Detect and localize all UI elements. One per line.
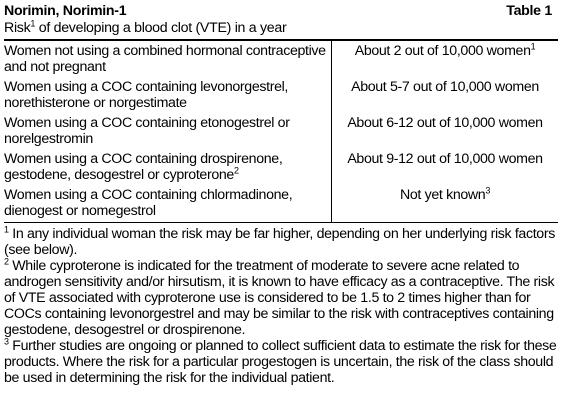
footnote-marker: 2	[233, 165, 239, 176]
table-row	[4, 150, 558, 186]
table-row	[4, 114, 558, 150]
footnote-marker: 1	[530, 41, 536, 52]
risk-value-cell: About 2 out of 10,000 women$^1$	[332, 41, 559, 78]
footnote-text: While cyproterone is indicated for the treatment of moderate to severe acne related to androgen sensitivity and/or hirsutism, it is known to have efficacy as a contraceptive. The risk of VTE associated with cyproterone use is considered to be 1.5 to 2 times higher than for COCs containing levonorgestrel and may be similar to the risk with contraceptives containing gestodene, desogestrel or drospirenone.	[4, 258, 555, 338]
footnote	[4, 258, 558, 338]
footnote	[4, 226, 558, 258]
product-title: Norimin, Norimin-1	[4, 3, 127, 19]
subtitle-footnote-marker: 1	[30, 18, 36, 29]
footnote	[4, 338, 558, 386]
footnotes	[4, 223, 558, 386]
risk-table	[4, 41, 558, 222]
subtitle-text: Risk	[4, 20, 31, 36]
category-cell: Women using a COC containing drospirenone, gestodene, desogestrel or cyproterone$^2$	[4, 151, 283, 183]
table-row	[4, 186, 558, 222]
footnote-text: Further studies are ongoing or planned to collect sufficient data to estimate the risk for these products. Where the risk for a particular progestogen is uncertain, the risk of the class should be used in determining the risk for the individual patient.	[4, 338, 557, 386]
table-row	[4, 78, 558, 114]
table-label: Table 1	[506, 3, 552, 19]
table-row	[4, 41, 558, 78]
table-subtitle	[4, 20, 558, 39]
footnote-marker: 3	[485, 185, 490, 196]
category-cell: Women using a COC containing chlormadinone, dienogest or nomegestrol	[4, 187, 293, 219]
category-cell: Women not using a combined hormonal contraceptive and not pregnant	[4, 43, 326, 75]
risk-value-cell: About 6-12 out of 10,000 women	[332, 114, 559, 150]
risk-value-cell: Not yet known$^3$	[332, 186, 559, 222]
category-cell: Women using a COC containing levonorgestrel, norethisterone or norgestimate	[4, 79, 289, 111]
table-header	[4, 3, 558, 20]
footnote-text: In any individual woman the risk may be far higher, depending on her underlying risk factors (see below).	[4, 226, 555, 258]
risk-value-cell: About 5-7 out of 10,000 women	[332, 78, 559, 114]
footnote-number: 1	[4, 224, 9, 235]
footnote-number: 2	[4, 256, 9, 267]
subtitle-text-rest: of developing a blood clot (VTE) in a year	[35, 20, 287, 36]
risk-value-cell: About 9-12 out of 10,000 women	[332, 150, 559, 186]
footnote-number: 3	[4, 336, 9, 347]
category-cell: Women using a COC containing etonogestrel or norelgestromin	[4, 115, 290, 147]
